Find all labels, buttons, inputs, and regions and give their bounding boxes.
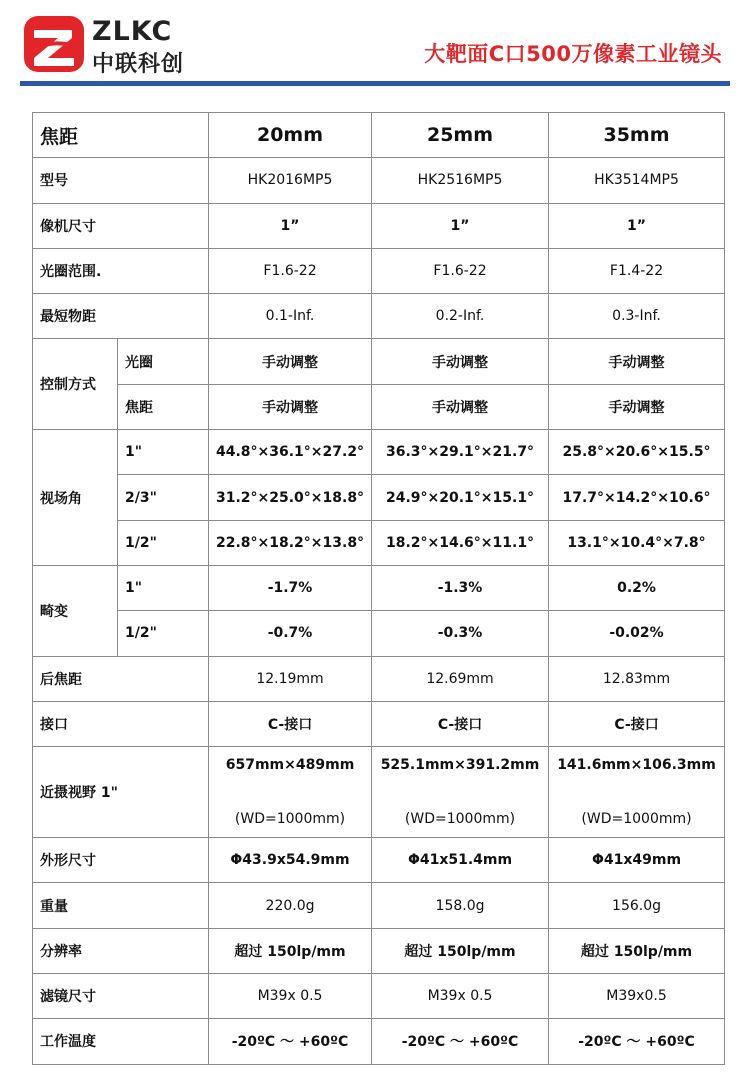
table-row-resolution	[33, 928, 725, 973]
table-row-filter	[33, 974, 725, 1019]
table-row-distortion-2	[33, 611, 725, 656]
table-cell: -0.7%	[209, 611, 372, 656]
table-cell: 0.3-Inf.	[549, 294, 725, 339]
page-title: 大靶面C口500万像素工业镜头	[424, 42, 722, 66]
table-header-row	[33, 113, 725, 158]
table-cell: C-接口	[372, 701, 549, 746]
row-label: 近摄视野 1"	[33, 747, 209, 838]
page-header	[0, 0, 750, 90]
row-label: 外形尺寸	[33, 838, 209, 883]
table-cell: Φ41x51.4mm	[372, 838, 549, 883]
close-fov-size: 525.1mm×391.2mm	[380, 757, 540, 774]
sub-row-label: 1"	[118, 565, 209, 610]
row-label: 控制方式	[33, 339, 118, 430]
table-cell: HK2516MP5	[372, 158, 549, 203]
table-row-control-iris	[33, 339, 725, 384]
row-label: 重量	[33, 883, 209, 928]
row-label: 光圈范围.	[33, 248, 209, 293]
table-cell	[549, 747, 725, 838]
table-cell: -0.3%	[372, 611, 549, 656]
table-cell: 超过 150lp/mm	[549, 928, 725, 973]
table-cell: 0.1-Inf.	[209, 294, 372, 339]
row-label: 畸变	[33, 565, 118, 656]
row-label: 像机尺寸	[33, 203, 209, 248]
table-cell: 220.0g	[209, 883, 372, 928]
table-row-close-fov	[33, 747, 725, 838]
table-cell: Φ41x49mm	[549, 838, 725, 883]
table-cell: 25.8°×20.6°×15.5°	[549, 430, 725, 475]
focal-length-35: 35mm	[549, 113, 725, 158]
table-cell	[372, 747, 549, 838]
close-fov-wd: (WD=1000mm)	[404, 811, 516, 828]
row-label: 型号	[33, 158, 209, 203]
table-row-aperture	[33, 248, 725, 293]
table-cell: HK3514MP5	[549, 158, 725, 203]
table-cell: 手动调整	[549, 339, 725, 384]
company-logo	[22, 12, 222, 78]
table-cell: 158.0g	[372, 883, 549, 928]
table-cell: 13.1°×10.4°×7.8°	[549, 520, 725, 565]
row-label: 接口	[33, 701, 209, 746]
table-cell: 12.19mm	[209, 656, 372, 701]
table-row-sensor	[33, 203, 725, 248]
row-label: 最短物距	[33, 294, 209, 339]
logo-english-text: ZLKC	[92, 16, 173, 47]
close-fov-size: 657mm×489mm	[225, 757, 355, 774]
zlkc-logo-icon	[22, 12, 86, 76]
sub-row-label: 1/2"	[118, 520, 209, 565]
table-row-mount	[33, 701, 725, 746]
row-label: 滤镜尺寸	[33, 974, 209, 1019]
table-cell: -1.3%	[372, 565, 549, 610]
row-label: 后焦距	[33, 656, 209, 701]
sub-row-label: 2/3"	[118, 475, 209, 520]
table-cell: F1.6-22	[209, 248, 372, 293]
table-cell: 22.8°×18.2°×13.8°	[209, 520, 372, 565]
table-cell: C-接口	[209, 701, 372, 746]
table-cell: 12.69mm	[372, 656, 549, 701]
focal-length-label: 焦距	[33, 113, 209, 158]
table-cell: 手动调整	[372, 384, 549, 429]
table-row-fov-1	[33, 430, 725, 475]
table-cell: 1”	[549, 203, 725, 248]
table-cell: 24.9°×20.1°×15.1°	[372, 475, 549, 520]
table-row-fov-3	[33, 520, 725, 565]
close-fov-wd: (WD=1000mm)	[581, 811, 692, 828]
table-cell: 44.8°×36.1°×27.2°	[209, 430, 372, 475]
table-cell: -20ºC ～ +60ºC	[372, 1019, 549, 1064]
spec-table	[32, 112, 725, 1065]
table-cell: 超过 150lp/mm	[372, 928, 549, 973]
table-cell: 0.2-Inf.	[372, 294, 549, 339]
table-cell: M39x0.5	[549, 974, 725, 1019]
table-cell: 1”	[209, 203, 372, 248]
table-cell: 手动调整	[209, 339, 372, 384]
table-cell: M39x 0.5	[209, 974, 372, 1019]
table-cell: -20ºC ～ +60ºC	[549, 1019, 725, 1064]
table-cell: 手动调整	[209, 384, 372, 429]
table-cell: 手动调整	[549, 384, 725, 429]
table-row-temp	[33, 1019, 725, 1064]
row-label: 视场角	[33, 430, 118, 566]
table-row-fov-2	[33, 475, 725, 520]
row-label: 分辨率	[33, 928, 209, 973]
table-cell: 17.7°×14.2°×10.6°	[549, 475, 725, 520]
sub-row-label: 焦距	[118, 384, 209, 429]
table-row-bfl	[33, 656, 725, 701]
table-cell: 1”	[372, 203, 549, 248]
table-cell: F1.4-22	[549, 248, 725, 293]
table-cell: F1.6-22	[372, 248, 549, 293]
table-cell: 36.3°×29.1°×21.7°	[372, 430, 549, 475]
table-row-dimension	[33, 838, 725, 883]
table-cell: 0.2%	[549, 565, 725, 610]
table-row-model	[33, 158, 725, 203]
table-cell: 超过 150lp/mm	[209, 928, 372, 973]
table-row-control-focus	[33, 384, 725, 429]
sub-row-label: 1"	[118, 430, 209, 475]
table-cell: M39x 0.5	[372, 974, 549, 1019]
table-cell: Φ43.9x54.9mm	[209, 838, 372, 883]
row-label: 工作温度	[33, 1019, 209, 1064]
sub-row-label: 1/2"	[118, 611, 209, 656]
focal-length-25: 25mm	[372, 113, 549, 158]
header-divider	[20, 81, 730, 86]
close-fov-wd: (WD=1000mm)	[234, 811, 346, 828]
table-row-mod	[33, 294, 725, 339]
table-cell: HK2016MP5	[209, 158, 372, 203]
table-cell: 156.0g	[549, 883, 725, 928]
table-cell: -1.7%	[209, 565, 372, 610]
table-cell: 12.83mm	[549, 656, 725, 701]
sub-row-label: 光圈	[118, 339, 209, 384]
table-row-weight	[33, 883, 725, 928]
focal-length-20: 20mm	[209, 113, 372, 158]
table-row-distortion-1	[33, 565, 725, 610]
table-cell	[209, 747, 372, 838]
table-cell: C-接口	[549, 701, 725, 746]
table-cell: 18.2°×14.6°×11.1°	[372, 520, 549, 565]
close-fov-size: 141.6mm×106.3mm	[557, 757, 716, 774]
table-cell: -20ºC ～ +60ºC	[209, 1019, 372, 1064]
table-cell: 手动调整	[372, 339, 549, 384]
table-cell: 31.2°×25.0°×18.8°	[209, 475, 372, 520]
table-cell: -0.02%	[549, 611, 725, 656]
logo-chinese-text: 中联科创	[92, 52, 185, 77]
